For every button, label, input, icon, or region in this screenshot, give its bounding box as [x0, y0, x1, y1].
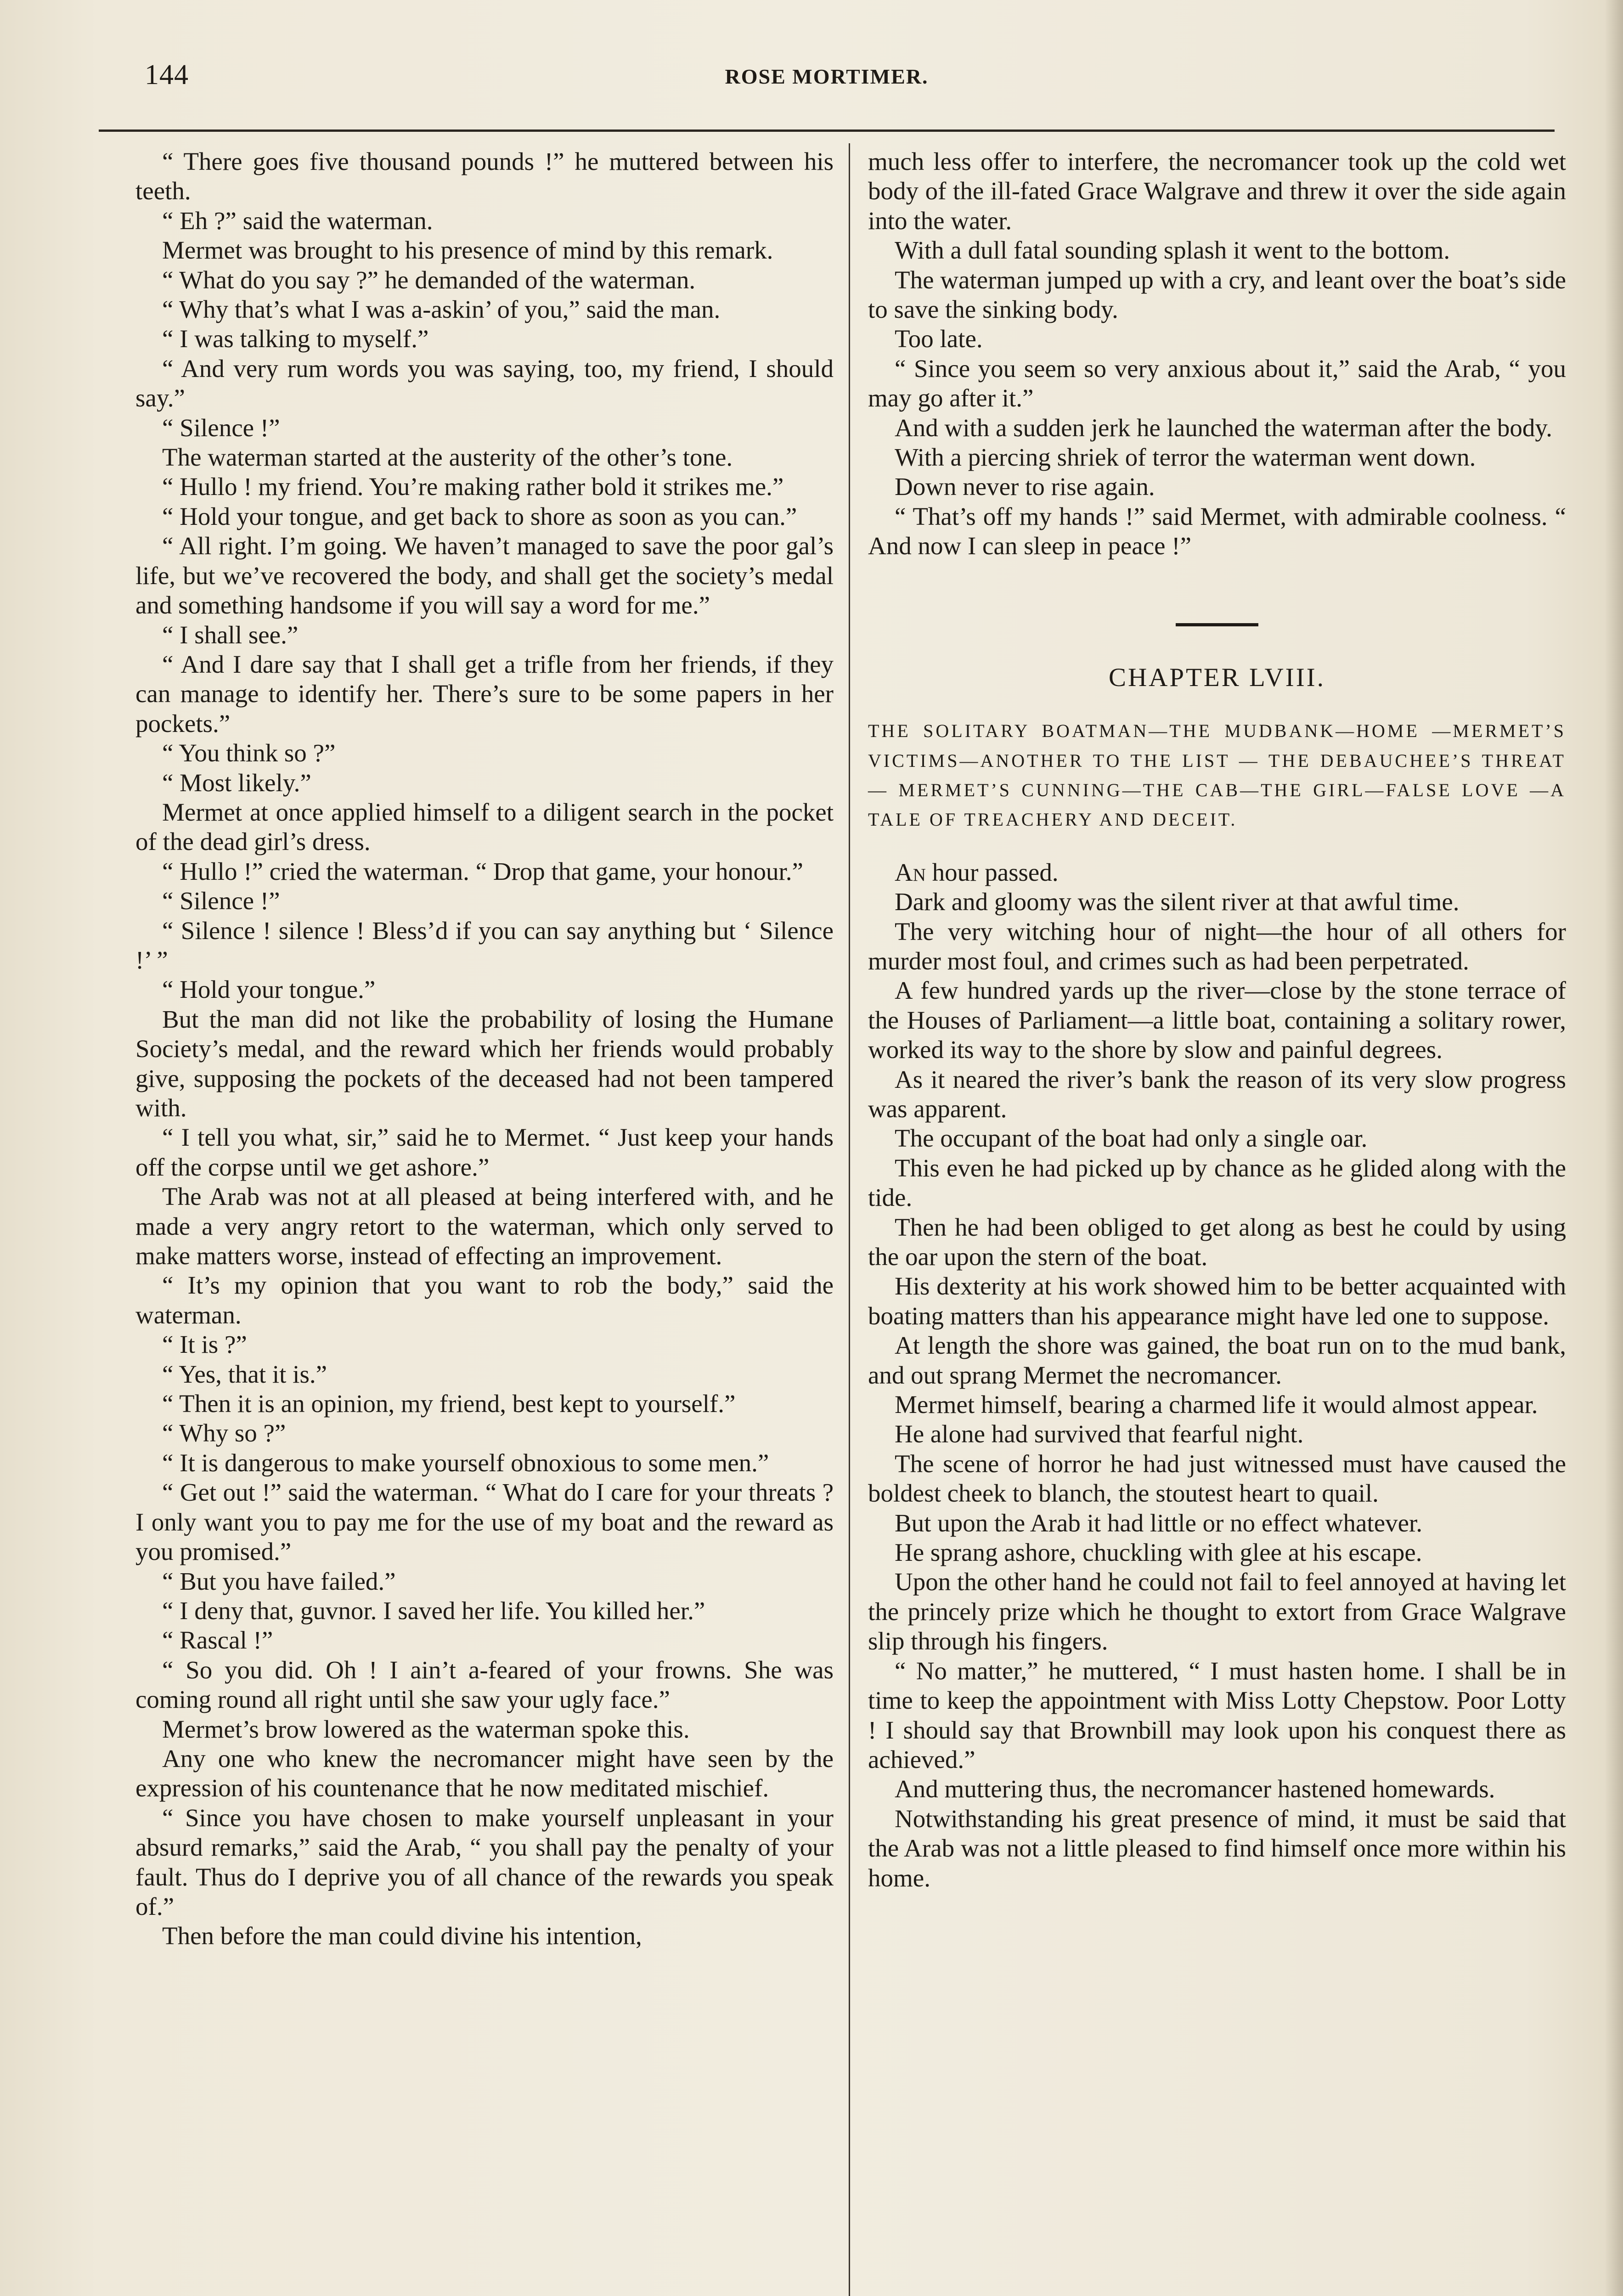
page-number: 144	[145, 59, 189, 90]
paragraph: Upon the other hand he could not fail to feel annoyed at having let the princely prize which he thought to extort from Grace Walgrave slip through his fingers.	[868, 1568, 1566, 1655]
paragraph: “ Then it is an opinion, my friend, best kept to yourself.”	[162, 1390, 736, 1418]
column-divider	[849, 143, 850, 2296]
paragraph: Dark and gloomy was the silent river at that awful time.	[895, 888, 1460, 916]
paragraph: “ What do you say ?” he demanded of the waterman.	[162, 265, 696, 294]
paragraph: “ And very rum words you was saying, too, my friend, I should say.”	[135, 354, 834, 412]
paragraph: “ Since you seem so very anxious about it,” said the Arab, “ you may go after it.”	[868, 354, 1566, 412]
paragraph: A few hundred yards up the river—close by the stone terrace of the Houses of Parliament—a little boat, containing a solitary rower, worked its way to the shore by slow and painful degrees.	[868, 976, 1566, 1064]
paragraph: He alone had survived that fearful night.	[895, 1420, 1304, 1448]
paragraph: “ Most likely.”	[162, 768, 311, 797]
paragraph: “ But you have failed.”	[162, 1567, 396, 1595]
section-divider-rule	[1176, 623, 1258, 626]
paragraph: “ Rascal !”	[162, 1626, 273, 1654]
paragraph: He sprang ashore, chuckling with glee at his escape.	[895, 1538, 1422, 1567]
lead-text: hour passed.	[925, 858, 1059, 886]
paragraph: “ You think so ?”	[162, 739, 336, 767]
paragraph: “ Hold your tongue, and get back to shore as soon as you can.”	[162, 502, 797, 530]
paragraph: “ It’s my opinion that you want to rob the body,” said the waterman.	[135, 1271, 834, 1329]
page-header	[99, 55, 1555, 124]
paragraph: “ Why so ?”	[162, 1419, 286, 1447]
paragraph: Too late.	[895, 325, 983, 353]
chapter-opening-paragraph	[868, 858, 1566, 887]
paragraph: With a dull fatal sounding splash it went to the bottom.	[895, 236, 1450, 264]
paragraph: And with a sudden jerk he launched the waterman after the body.	[895, 413, 1553, 442]
paragraph: “ So you did. Oh ! I ain’t a-feared of your frowns. She was coming round all right until she saw your ugly face.”	[135, 1655, 834, 1714]
paragraph: “ No matter,” he muttered, “ I must hasten home. I shall be in time to keep the appointment with Miss Lotty Chepstow. Poor Lotty ! I should say that Brownbill may look upon his conquest there as achieved.”	[868, 1656, 1566, 1773]
paragraph: “ I was talking to myself.”	[162, 325, 429, 353]
paragraph: And muttering thus, the necromancer hastened homewards.	[895, 1775, 1495, 1803]
paragraph: Then before the man could divine his intention,	[162, 1922, 642, 1950]
paragraph: “ It is ?”	[162, 1330, 247, 1359]
paragraph: “ I shall see.”	[162, 620, 299, 649]
paragraph: The very witching hour of night—the hour of all others for murder most foul, and crimes such as had been perpetrated.	[868, 917, 1566, 975]
header-rule	[99, 129, 1555, 132]
paragraph: Down never to rise again.	[895, 473, 1155, 501]
paragraph: Any one who knew the necromancer might have seen by the expression of his countenance that he now meditated mischief.	[135, 1744, 834, 1802]
right-column	[868, 147, 1566, 1893]
paragraph: “ I deny that, guvnor. I saved her life. You killed her.”	[162, 1596, 705, 1625]
paragraph: “ It is dangerous to make yourself obnoxious to some men.”	[162, 1448, 769, 1477]
paragraph: “ Hullo !” cried the waterman. “ Drop that game, your honour.”	[162, 857, 803, 885]
paragraph: But upon the Arab it had little or no effect whatever.	[895, 1508, 1423, 1537]
paragraph: With a piercing shriek of terror the waterman went down.	[895, 443, 1476, 472]
paragraph: Mermet was brought to his presence of mind by this remark.	[162, 236, 773, 264]
paragraph: As it neared the river’s bank the reason of its very slow progress was apparent.	[868, 1065, 1566, 1123]
paragraph: “ Yes, that it is.”	[162, 1360, 327, 1388]
paragraph: “ Get out !” said the waterman. “ What do I care for your threats ? I only want you to pay me for the use of my boat and the reward as you promised.”	[135, 1478, 834, 1566]
lead-small-caps: An	[895, 858, 926, 886]
chapter-title: CHAPTER LVIII.	[1109, 663, 1325, 692]
paragraph: Notwithstanding his great presence of mind, it must be said that the Arab was not a little pleased to find himself once more within his home.	[868, 1804, 1566, 1892]
paragraph: The waterman jumped up with a cry, and leant over the boat’s side to save the sinking body.	[868, 265, 1566, 324]
left-column	[135, 147, 834, 1951]
paragraph: “ Silence !”	[162, 413, 280, 442]
paragraph: At length the shore was gained, the boat run on to the mud bank, and out sprang Mermet the necromancer.	[868, 1331, 1566, 1389]
running-title: ROSE MORTIMER.	[725, 65, 929, 88]
paragraph: This even he had picked up by chance as he glided along with the tide.	[868, 1154, 1566, 1212]
paragraph: “ There goes five thousand pounds !” he muttered between his teeth.	[135, 147, 834, 205]
paragraph: “ And I dare say that I shall get a trifle from her friends, if they can manage to identify her. There’s sure to be some papers in her pockets.”	[135, 650, 834, 737]
paragraph: The waterman started at the austerity of the other’s tone.	[162, 443, 733, 472]
paragraph: But the man did not like the probability of losing the Humane Society’s medal, and the reward which her friends would probably give, supposing the pockets of the deceased had not been tampered with.	[135, 1005, 834, 1122]
paragraph: “ Silence ! silence ! Bless’d if you can say anything but ‘ Silence !’ ”	[135, 916, 834, 974]
paragraph: much less offer to interfere, the necromancer took up the cold wet body of the ill-fated Grace Walgrave and threw it over the side again into the water.	[868, 147, 1566, 235]
paragraph: Then he had been obliged to get along as best he could by using the oar upon the stern of the boat.	[868, 1213, 1566, 1271]
paragraph: “ Silence !”	[162, 887, 280, 915]
paragraph: “ I tell you what, sir,” said he to Mermet. “ Just keep your hands off the corpse until we get ashore.”	[135, 1123, 834, 1181]
paragraph: Mermet at once applied himself to a diligent search in the pocket of the dead girl’s dress.	[135, 798, 834, 856]
paragraph: The Arab was not at all pleased at being interfered with, and he made a very angry retort to the waterman, which only served to make matters worse, instead of effecting an improvement.	[135, 1182, 834, 1270]
paragraph: “ Hullo ! my friend. You’re making rather bold it strikes me.”	[162, 473, 784, 501]
paragraph: Mermet himself, bearing a charmed life it would almost appear.	[895, 1390, 1538, 1419]
paragraph: “ Since you have chosen to make yourself unpleasant in your absurd remarks,” said the Arab, “ you shall pay the penalty of your fault. Thus do I deprive you of all chance of the rewards you speak of.”	[135, 1803, 834, 1920]
paragraph: “ Why that’s what I was a-askin’ of you,” said the man.	[162, 295, 721, 324]
paragraph: “ All right. I’m going. We haven’t managed to save the poor gal’s life, but we’ve recovered the body, and shall get the society’s medal and something handsome if you will say a word for me.”	[135, 532, 834, 619]
page-edge-shadow	[1605, 0, 1623, 2296]
paragraph: The occupant of the boat had only a single oar.	[895, 1124, 1368, 1153]
paragraph: Mermet’s brow lowered as the waterman spoke this.	[162, 1715, 690, 1743]
chapter-synopsis: THE SOLITARY BOATMAN—THE MUDBANK—HOME —MERMET’S VICTIMS—ANOTHER TO THE LIST — THE DEBAUCHEE’S THREAT — MERMET’S CUNNING—THE CAB—THE GIRL—FALSE LOVE —A TALE OF TREACHERY AND DECEIT.	[868, 720, 1566, 830]
paragraph: “ That’s off my hands !” said Mermet, with admirable coolness. “ And now I can sleep in peace !”	[868, 502, 1566, 560]
paragraph: The scene of horror he had just witnessed must have caused the boldest cheek to blanch, the stoutest heart to quail.	[868, 1449, 1566, 1508]
paragraph: “ Eh ?” said the waterman.	[162, 206, 433, 235]
paragraph: His dexterity at his work showed him to be better acquainted with boating matters than his appearance might have led one to suppose.	[868, 1272, 1566, 1330]
paragraph: “ Hold your tongue.”	[162, 975, 376, 1004]
